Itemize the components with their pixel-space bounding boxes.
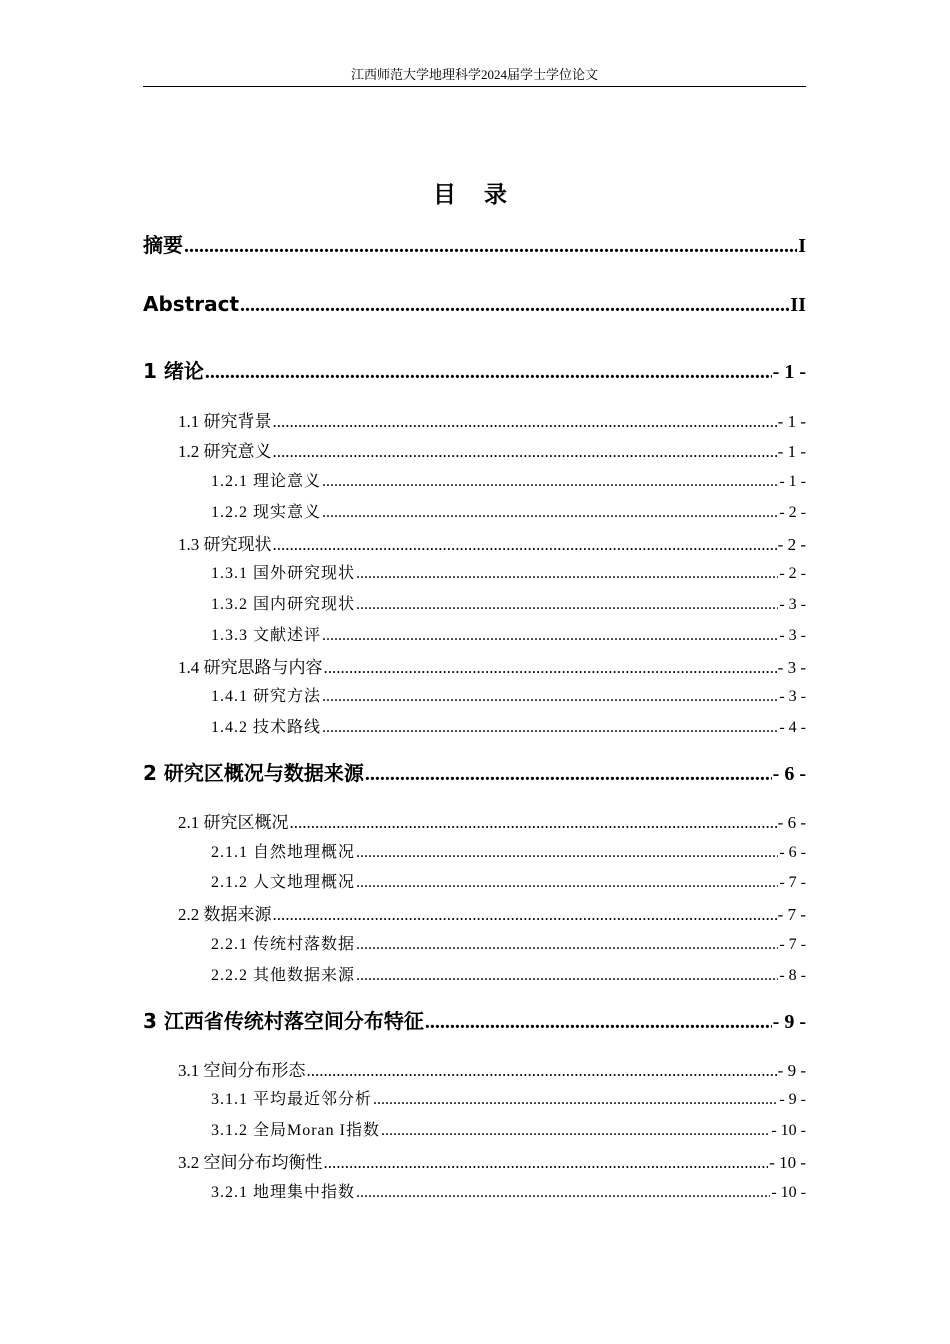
toc-entry[interactable] <box>143 808 806 830</box>
toc-entry[interactable] <box>143 714 806 736</box>
toc-entry[interactable] <box>143 653 806 675</box>
dot-leader <box>273 535 777 555</box>
toc-entry-page-number: - 6 - <box>777 813 806 832</box>
toc-entry[interactable] <box>143 683 806 705</box>
toc-entry[interactable] <box>143 1056 806 1078</box>
dot-leader <box>356 967 778 985</box>
toc-entry-label: 2.2 数据来源 <box>178 905 272 924</box>
toc-entry-label: 2.2.2 其他数据来源 <box>211 967 356 984</box>
toc-entry[interactable] <box>143 1179 806 1201</box>
toc-entry[interactable] <box>143 869 806 891</box>
toc-entry[interactable] <box>143 1117 806 1139</box>
toc-entry-label: 2.1.1 自然地理概况 <box>211 844 356 861</box>
toc-entry-page-number: - 2 - <box>779 504 806 521</box>
toc-entry[interactable] <box>143 1148 806 1170</box>
toc-entry-page-number: - 3 - <box>779 627 806 644</box>
toc-entry-page-number: - 6 - <box>772 763 806 785</box>
toc-entry[interactable] <box>143 499 806 521</box>
dot-leader <box>356 844 778 862</box>
toc-entry-page-number: I <box>798 235 806 257</box>
toc-entry[interactable] <box>143 229 806 255</box>
dot-leader <box>307 1061 777 1081</box>
toc-entry-label: 2.2.1 传统村落数据 <box>211 936 356 953</box>
dot-leader <box>184 235 797 258</box>
toc-entry-page-number: - 1 - <box>777 442 806 461</box>
toc-entry-label: 1.2.2 现实意义 <box>211 504 322 521</box>
toc-entry[interactable] <box>143 1005 806 1031</box>
dot-leader <box>324 1153 769 1173</box>
toc-entry-page-number: - 10 - <box>771 1184 806 1201</box>
toc-entry-page-number: - 1 - <box>779 473 806 490</box>
toc-entry-label: 1.2.1 理论意义 <box>211 473 322 490</box>
dot-leader <box>425 1011 772 1034</box>
toc-entry[interactable] <box>143 591 806 613</box>
toc-entry-page-number: - 7 - <box>777 905 806 924</box>
toc-entry-label: 1.3.1 国外研究现状 <box>211 565 356 582</box>
toc-entry-page-number: - 2 - <box>777 535 806 554</box>
toc-entry-label: 1.2 研究意义 <box>178 442 272 461</box>
dot-leader <box>273 442 777 462</box>
toc-entry-label: 3.1.1 平均最近邻分析 <box>211 1091 373 1108</box>
toc-entry[interactable] <box>143 931 806 953</box>
dot-leader <box>273 412 777 432</box>
toc-entry[interactable] <box>143 757 806 783</box>
toc-entry[interactable] <box>143 468 806 490</box>
toc-entry-label: 1.4.2 技术路线 <box>211 719 322 736</box>
toc-entry-page-number: - 3 - <box>777 658 806 677</box>
dot-leader <box>240 294 789 317</box>
toc-entry-label: 2.1 研究区概况 <box>178 813 289 832</box>
dot-leader <box>356 596 778 614</box>
toc-entry-label: 1 绪论 <box>143 359 204 383</box>
toc-entry[interactable] <box>143 560 806 582</box>
toc-entry-page-number: - 1 - <box>772 361 806 383</box>
page-header: 江西师范大学地理科学2024届学士学位论文 <box>143 66 806 87</box>
toc-entry[interactable] <box>143 962 806 984</box>
toc-entry-label: 3.2 空间分布均衡性 <box>178 1153 323 1172</box>
toc-entry-page-number: - 10 - <box>771 1122 806 1139</box>
toc-entry-page-number: - 7 - <box>779 874 806 891</box>
dot-leader <box>322 688 778 706</box>
toc-entry[interactable] <box>143 530 806 552</box>
dot-leader <box>322 504 778 522</box>
dot-leader <box>356 1184 770 1202</box>
toc-entry[interactable] <box>143 292 806 318</box>
toc-entry-page-number: - 7 - <box>779 936 806 953</box>
toc-entry-label: 3 江西省传统村落空间分布特征 <box>143 1009 424 1033</box>
dot-leader <box>356 936 778 954</box>
toc-entry-label: 1.1 研究背景 <box>178 412 272 431</box>
toc-entry-page-number: II <box>790 294 806 316</box>
dot-leader <box>205 361 772 384</box>
toc-entry[interactable] <box>143 407 806 429</box>
toc-entry-label: 1.3.2 国内研究现状 <box>211 596 356 613</box>
dot-leader <box>322 473 778 491</box>
toc-title: 目 录 <box>432 182 517 208</box>
toc-entry[interactable] <box>143 622 806 644</box>
toc-entry[interactable] <box>143 355 806 381</box>
toc-entry-page-number: - 3 - <box>779 596 806 613</box>
dot-leader <box>322 719 778 737</box>
toc-entry[interactable] <box>143 1086 806 1108</box>
toc-entry-label: Abstract <box>143 292 240 316</box>
toc-entry-page-number: - 9 - <box>779 1091 806 1108</box>
dot-leader <box>324 658 777 678</box>
toc-entry-page-number: - 1 - <box>777 412 806 431</box>
toc-entry-label: 1.4 研究思路与内容 <box>178 658 323 677</box>
toc-entry-label: 1.3.3 文献述评 <box>211 627 322 644</box>
toc-entry[interactable] <box>143 839 806 861</box>
toc-entry-page-number: - 8 - <box>779 967 806 984</box>
toc-entry-page-number: - 9 - <box>772 1011 806 1033</box>
toc-entry-page-number: - 10 - <box>769 1153 806 1172</box>
toc-entry-label: 2 研究区概况与数据来源 <box>143 761 364 785</box>
toc-entry-page-number: - 3 - <box>779 688 806 705</box>
toc-entry-label: 3.1.2 全局Moran I指数 <box>211 1122 380 1139</box>
toc-entry-label: 1.4.1 研究方法 <box>211 688 322 705</box>
toc-entry-page-number: - 6 - <box>779 844 806 861</box>
toc-entry-page-number: - 2 - <box>779 565 806 582</box>
toc-entry-label: 3.2.1 地理集中指数 <box>211 1184 356 1201</box>
toc-entry-label: 2.1.2 人文地理概况 <box>211 874 356 891</box>
toc-entry-label: 摘要 <box>143 233 183 257</box>
toc-entry-page-number: - 9 - <box>777 1061 806 1080</box>
toc-entry-label: 3.1 空间分布形态 <box>178 1061 306 1080</box>
dot-leader <box>373 1091 778 1109</box>
dot-leader <box>322 627 778 645</box>
toc-entry[interactable] <box>143 900 806 922</box>
dot-leader <box>356 565 778 583</box>
dot-leader <box>381 1122 770 1140</box>
toc-entry[interactable] <box>143 437 806 459</box>
dot-leader <box>365 763 772 786</box>
dot-leader <box>356 874 778 892</box>
toc-entry-page-number: - 4 - <box>779 719 806 736</box>
dot-leader <box>290 813 777 833</box>
toc-entry-label: 1.3 研究现状 <box>178 535 272 554</box>
dot-leader <box>273 905 777 925</box>
